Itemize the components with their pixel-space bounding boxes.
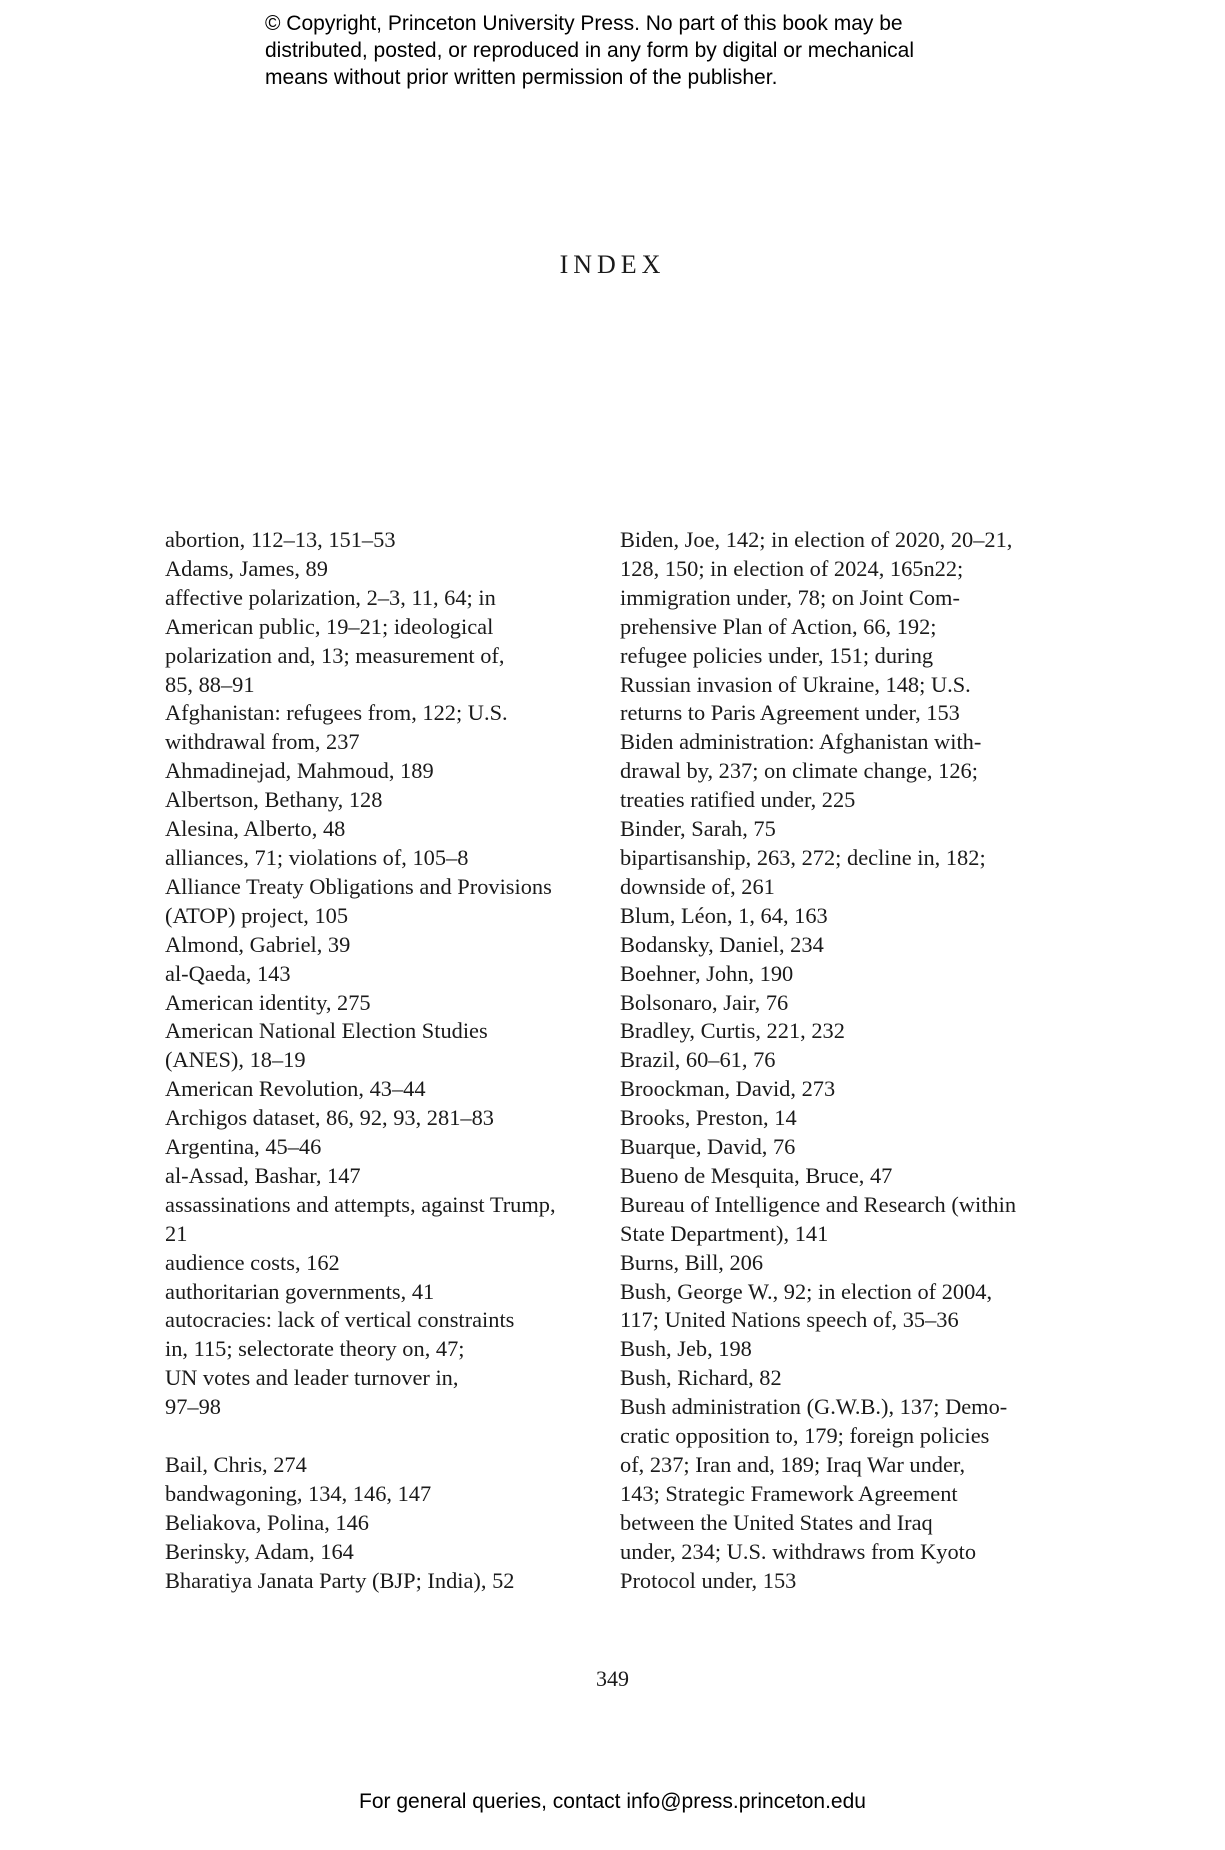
index-entry xyxy=(165,989,605,1018)
index-entry-line: Bueno de Mesquita, Bruce, 47 xyxy=(620,1162,893,1188)
index-entry-line: Protocol under, 153 xyxy=(620,1567,797,1593)
index-entry-line: 117; United Nations speech of, 35–36 xyxy=(620,1307,959,1333)
index-entry-line: Bush administration (G.W.B.), 137; Demo- xyxy=(620,1394,1008,1420)
copyright-line: distributed, posted, or reproduced in any form by digital or mechanical xyxy=(265,39,915,62)
index-entry-line: Bush, Richard, 82 xyxy=(620,1365,782,1391)
index-entry-line: Buarque, David, 76 xyxy=(620,1134,796,1160)
index-entry-line: (ATOP) project, 105 xyxy=(165,902,349,928)
footer-contact: For general queries, contact info@press.princeton.edu xyxy=(359,1790,866,1813)
index-entry-line: in, 115; selectorate theory on, 47; xyxy=(165,1336,465,1362)
index-entry xyxy=(620,1278,1040,1336)
index-entry xyxy=(620,526,1040,728)
index-entry-line: Argentina, 45–46 xyxy=(165,1134,322,1160)
index-entry xyxy=(165,1133,605,1162)
index-entry xyxy=(620,989,1040,1018)
index-entry-line: audience costs, 162 xyxy=(165,1249,340,1275)
index-entry xyxy=(165,1017,605,1075)
index-entry-line: Beliakova, Polina, 146 xyxy=(165,1509,369,1535)
index-entry-line: of, 237; Iran and, 189; Iraq War under, xyxy=(620,1452,966,1477)
index-entry-line: refugee policies under, 151; during xyxy=(620,642,934,668)
index-entry-line: Binder, Sarah, 75 xyxy=(620,816,776,842)
index-entry xyxy=(620,902,1040,931)
letter-group-gap xyxy=(165,1422,605,1451)
index-entry xyxy=(165,1162,605,1191)
index-entry xyxy=(620,960,1040,989)
index-entry xyxy=(165,1480,605,1509)
index-entry-line: Bush, Jeb, 198 xyxy=(620,1336,752,1362)
index-entry-line: Bureau of Intelligence and Research (within xyxy=(620,1191,1017,1217)
index-entry xyxy=(165,555,605,584)
index-entry-line: Adams, James, 89 xyxy=(165,555,328,581)
index-entry xyxy=(620,1364,1040,1393)
index-entry-line: immigration under, 78; on Joint Com- xyxy=(620,584,960,610)
index-entry xyxy=(165,786,605,815)
index-entry-line: Blum, Léon, 1, 64, 163 xyxy=(620,902,828,928)
index-entry-line: Bush, George W., 92; in election of 2004, xyxy=(620,1278,993,1304)
index-entry-line: Russian invasion of Ukraine, 148; U.S. xyxy=(620,671,971,697)
index-entry-line: treaties ratified under, 225 xyxy=(620,787,856,813)
index-entry-line: Ahmadinejad, Mahmoud, 189 xyxy=(165,758,434,784)
index-entry-line: prehensive Plan of Action, 66, 192; xyxy=(620,613,937,639)
index-entry xyxy=(165,1567,605,1596)
index-entry xyxy=(165,960,605,989)
index-entry-line: Boehner, John, 190 xyxy=(620,960,794,986)
index-entry xyxy=(165,1278,605,1307)
index-entry-line: Biden, Joe, 142; in election of 2020, 20–21, xyxy=(620,527,1013,552)
index-entry-line: Brooks, Preston, 14 xyxy=(620,1105,797,1131)
index-entry xyxy=(620,1393,1040,1595)
index-entry-line: Burns, Bill, 206 xyxy=(620,1249,764,1275)
index-entry-line: al-Qaeda, 143 xyxy=(165,960,291,986)
index-entry-line: between the United States and Iraq xyxy=(620,1509,933,1535)
index-entry-line: Berinsky, Adam, 164 xyxy=(165,1538,354,1564)
index-entry-line: under, 234; U.S. withdraws from Kyoto xyxy=(620,1538,977,1564)
index-entry-line: Brazil, 60–61, 76 xyxy=(620,1047,776,1073)
index-entry-line: bipartisanship, 263, 272; decline in, 182; xyxy=(620,844,986,870)
index-entry-line: autocracies: lack of vertical constraints xyxy=(165,1307,515,1333)
index-entry-line: downside of, 261 xyxy=(620,873,775,899)
index-entry-line: UN votes and leader turnover in, xyxy=(165,1365,459,1391)
index-entry-line: 97–98 xyxy=(165,1394,221,1420)
index-entry xyxy=(620,931,1040,960)
index-entry xyxy=(165,873,605,931)
index-column-left xyxy=(165,526,605,1596)
index-entry-line: alliances, 71; violations of, 105–8 xyxy=(165,844,469,870)
index-entry xyxy=(620,1133,1040,1162)
index-entry-line: 128, 150; in election of 2024, 165n22; xyxy=(620,555,964,581)
index-entry-line: returns to Paris Agreement under, 153 xyxy=(620,700,960,726)
index-entry xyxy=(165,1104,605,1133)
index-entry-line: Bolsonaro, Jair, 76 xyxy=(620,989,789,1015)
index-entry-line: Archigos dataset, 86, 92, 93, 281–83 xyxy=(165,1105,494,1131)
page-number: 349 xyxy=(596,1666,629,1691)
index-entry xyxy=(165,526,605,555)
index-entry xyxy=(165,1509,605,1538)
index-entry-line: bandwagoning, 134, 146, 147 xyxy=(165,1480,432,1506)
index-entry-line: cratic opposition to, 179; foreign policies xyxy=(620,1423,990,1449)
index-entry-line: withdrawal from, 237 xyxy=(165,729,360,755)
index-entry-line: American National Election Studies xyxy=(165,1018,488,1044)
index-entry-line: State Department), 141 xyxy=(620,1220,829,1246)
index-entry-line: Broockman, David, 273 xyxy=(620,1076,836,1102)
copyright-line: © Copyright, Princeton University Press. No part of this book may be xyxy=(265,12,903,35)
copyright-notice xyxy=(265,10,1025,91)
index-entry-line: Alliance Treaty Obligations and Provisions xyxy=(165,873,552,899)
index-entry-line: Bharatiya Janata Party (BJP; India), 52 xyxy=(165,1567,515,1593)
index-entry xyxy=(165,1249,605,1278)
index-entry xyxy=(165,844,605,873)
index-entry xyxy=(165,1306,605,1422)
index-entry xyxy=(165,931,605,960)
index-entry xyxy=(620,728,1040,815)
index-entry xyxy=(620,1335,1040,1364)
index-column-right xyxy=(620,526,1040,1596)
index-entry xyxy=(620,1075,1040,1104)
index-entry-line: Albertson, Bethany, 128 xyxy=(165,787,383,813)
index-entry xyxy=(165,1075,605,1104)
index-entry-line: Almond, Gabriel, 39 xyxy=(165,931,351,957)
index-entry xyxy=(620,1017,1040,1046)
copyright-line: means without prior written permission of the publisher. xyxy=(265,66,778,89)
index-entry-line: 21 xyxy=(165,1220,188,1246)
index-entry-line: Biden administration: Afghanistan with- xyxy=(620,729,982,755)
index-entry-line: Bodansky, Daniel, 234 xyxy=(620,931,824,957)
index-entry-line: polarization and, 13; measurement of, xyxy=(165,642,505,668)
index-entry-line: Bradley, Curtis, 221, 232 xyxy=(620,1018,845,1044)
index-entry xyxy=(165,699,605,757)
index-entry xyxy=(165,757,605,786)
index-entry xyxy=(620,1104,1040,1133)
index-entry xyxy=(620,1162,1040,1191)
index-entry-line: affective polarization, 2–3, 11, 64; in xyxy=(165,584,496,610)
page-title: INDEX xyxy=(559,250,666,279)
index-entry xyxy=(620,815,1040,844)
index-entry-line: drawal by, 237; on climate change, 126; xyxy=(620,758,978,784)
index-entry-line: abortion, 112–13, 151–53 xyxy=(165,527,396,552)
index-entry xyxy=(620,1249,1040,1278)
index-entry-line: 85, 88–91 xyxy=(165,671,255,697)
index-entry-line: American identity, 275 xyxy=(165,989,371,1015)
index-entry-line: American public, 19–21; ideological xyxy=(165,613,494,639)
index-entry-line: American Revolution, 43–44 xyxy=(165,1076,426,1102)
index-entry xyxy=(165,1451,605,1480)
index-entry-line: Bail, Chris, 274 xyxy=(165,1451,307,1477)
index-entry-line: al-Assad, Bashar, 147 xyxy=(165,1162,361,1188)
index-entry xyxy=(165,815,605,844)
index-entry xyxy=(165,1538,605,1567)
index-entry xyxy=(620,1191,1040,1249)
index-entry xyxy=(620,1046,1040,1075)
index-entry xyxy=(620,844,1040,902)
index-entry-line: authoritarian governments, 41 xyxy=(165,1278,435,1304)
index-entry-line: assassinations and attempts, against Trump, xyxy=(165,1191,556,1217)
index-entry-line: Afghanistan: refugees from, 122; U.S. xyxy=(165,700,508,726)
index-entry xyxy=(165,1191,605,1249)
index-entry-line: (ANES), 18–19 xyxy=(165,1047,306,1073)
index-entry xyxy=(165,584,605,700)
index-entry-line: 143; Strategic Framework Agreement xyxy=(620,1480,958,1506)
index-entry-line: Alesina, Alberto, 48 xyxy=(165,816,346,842)
